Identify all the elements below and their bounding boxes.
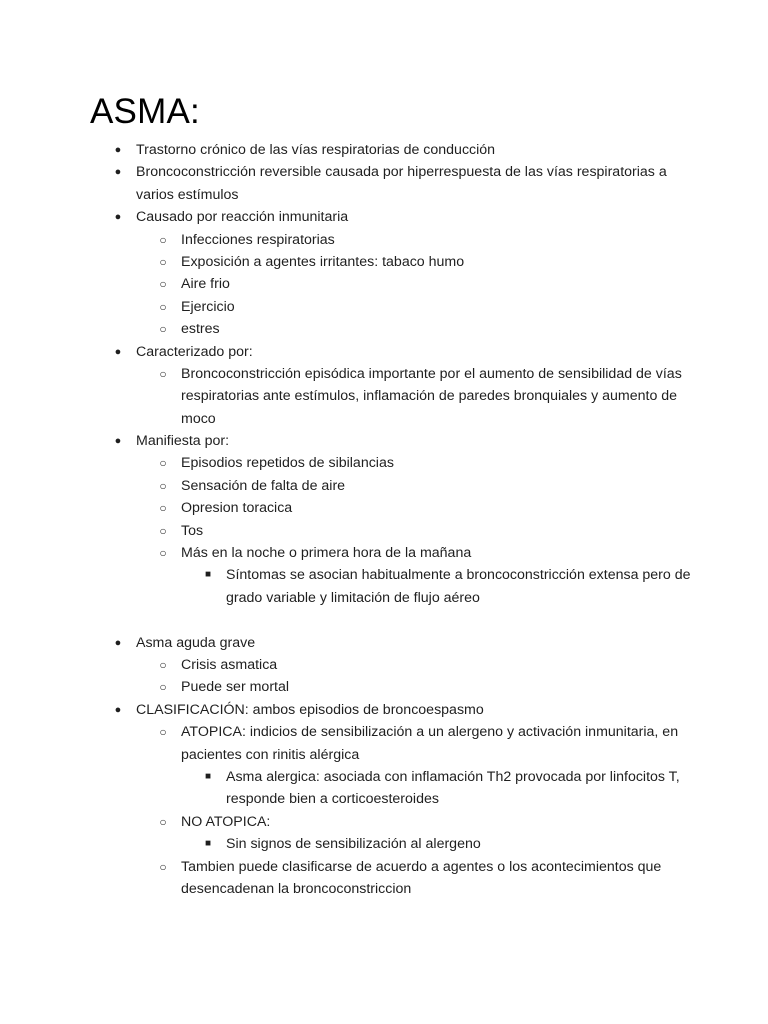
list-item	[0, 856, 768, 878]
list-item	[0, 676, 768, 698]
filled-bullet-icon: ●	[114, 144, 122, 156]
list-item-text: respiratorias ante estímulos, inflamación de paredes bronquiales y aumento de	[181, 388, 678, 405]
list-item	[0, 654, 768, 676]
list-item	[0, 341, 768, 363]
list-item	[0, 296, 768, 318]
list-item	[0, 788, 768, 810]
hollow-bullet-icon: ○	[159, 725, 167, 740]
list-item-text: varios estímulos	[136, 186, 239, 203]
hollow-bullet-icon: ○	[159, 478, 167, 493]
hollow-bullet-icon: ○	[159, 657, 167, 672]
list-item-text: ATOPICA: indicios de sensibilización a un alergeno y activación inmunitaria, en	[181, 724, 679, 741]
list-item	[0, 475, 768, 497]
list-item-text: Episodios repetidos de sibilancias	[181, 455, 394, 472]
bullet-list	[0, 139, 768, 900]
list-item	[0, 229, 768, 251]
list-item	[0, 833, 768, 855]
filled-bullet-icon: ●	[114, 636, 122, 649]
hollow-bullet-icon: ○	[159, 546, 167, 561]
square-bullet-icon: ■	[204, 770, 212, 782]
list-item-text: Infecciones respiratorias	[181, 231, 335, 248]
list-item-text: Manifiesta por:	[136, 433, 230, 450]
filled-bullet-icon: ●	[114, 166, 122, 179]
list-item	[0, 744, 768, 766]
hollow-bullet-icon: ○	[159, 859, 167, 874]
list-item-text: Trastorno crónico de las vías respiratorias de conducción	[136, 142, 496, 158]
list-item-text: Asma aguda grave	[136, 634, 256, 651]
list-item-text: Exposición a agentes irritantes: tabaco humo	[181, 253, 465, 270]
list-item	[0, 587, 768, 609]
list-item-text: CLASIFICACIÓN: ambos episodios de broncoespasmo	[136, 701, 484, 718]
list-item-text: Broncoconstricción reversible causada por hiperrespuesta de las vías respiratorias a	[136, 164, 667, 181]
hollow-bullet-icon: ○	[159, 254, 167, 269]
list-item	[0, 766, 768, 788]
list-item-text: Aire frio	[181, 276, 230, 293]
hollow-bullet-icon: ○	[159, 366, 167, 381]
list-item	[0, 452, 768, 474]
filled-bullet-icon: ●	[114, 703, 122, 716]
hollow-bullet-icon: ○	[159, 299, 167, 314]
filled-bullet-icon: ●	[114, 345, 122, 358]
list-item-text: moco	[181, 410, 216, 427]
list-item-text: Caracterizado por:	[136, 343, 253, 360]
list-item-text: Síntomas se asocian habitualmente a broncoconstricción extensa pero de	[226, 567, 691, 584]
list-item-text: Tos	[181, 522, 204, 539]
list-item-text: Más en la noche o primera hora de la mañana	[181, 545, 472, 562]
list-item-text: Opresion toracica	[181, 500, 293, 517]
hollow-bullet-icon: ○	[159, 232, 167, 247]
list-item-text: Tambien puede clasificarse de acuerdo a agentes o los acontecimientos que	[181, 858, 662, 875]
square-bullet-icon: ■	[204, 569, 212, 581]
list-item-text: Sin signos de sensibilización al alergeno	[226, 836, 481, 853]
list-item	[0, 318, 768, 340]
list-item-text: Sensación de falta de aire	[181, 477, 346, 494]
filled-bullet-icon: ●	[114, 435, 122, 448]
list-item-text: NO ATOPICA:	[181, 813, 271, 830]
list-item-text: Crisis asmatica	[181, 656, 278, 673]
filled-bullet-icon: ●	[114, 211, 122, 224]
hollow-bullet-icon: ○	[159, 456, 167, 471]
list-item	[0, 811, 768, 833]
list-item	[0, 520, 768, 542]
list-item-text: Causado por reacción inmunitaria	[136, 209, 349, 226]
hollow-bullet-icon: ○	[159, 680, 167, 695]
list-item	[0, 251, 768, 273]
list-item	[0, 564, 768, 586]
hollow-bullet-icon: ○	[159, 523, 167, 538]
list-item	[0, 385, 768, 407]
list-item	[0, 542, 768, 564]
hollow-bullet-icon: ○	[159, 501, 167, 516]
hollow-bullet-icon: ○	[159, 322, 167, 337]
hollow-bullet-icon: ○	[159, 814, 167, 829]
list-item	[0, 363, 768, 385]
list-item	[0, 497, 768, 519]
list-item	[0, 632, 768, 654]
list-item-text: Broncoconstricción episódica importante por el aumento de sensibilidad de vías	[181, 365, 682, 382]
list-item	[0, 139, 768, 161]
list-item	[0, 206, 768, 228]
list-item	[0, 878, 768, 900]
document-title: ASMA:	[90, 92, 200, 131]
list-item-text: Asma alergica: asociada con inflamación Th2 provocada por linfocitos T,	[226, 768, 680, 785]
list-item-text: responde bien a corticoesteroides	[226, 791, 439, 808]
blank-line	[0, 609, 768, 631]
list-item-text: grado variable y limitación de flujo aéreo	[226, 589, 480, 606]
list-item	[0, 721, 768, 743]
list-item-text: Ejercicio	[181, 298, 235, 315]
list-item-text: pacientes con rinitis alérgica	[181, 746, 360, 763]
list-item	[0, 273, 768, 295]
list-item	[0, 161, 768, 183]
square-bullet-icon: ■	[204, 838, 212, 850]
list-item-text: Puede ser mortal	[181, 679, 290, 696]
list-item-text: desencadenan la broncoconstriccion	[181, 880, 412, 897]
hollow-bullet-icon: ○	[159, 277, 167, 292]
list-item	[0, 430, 768, 452]
list-item	[0, 408, 768, 430]
list-item	[0, 184, 768, 206]
list-item-text: estres	[181, 321, 220, 338]
list-item	[0, 699, 768, 721]
